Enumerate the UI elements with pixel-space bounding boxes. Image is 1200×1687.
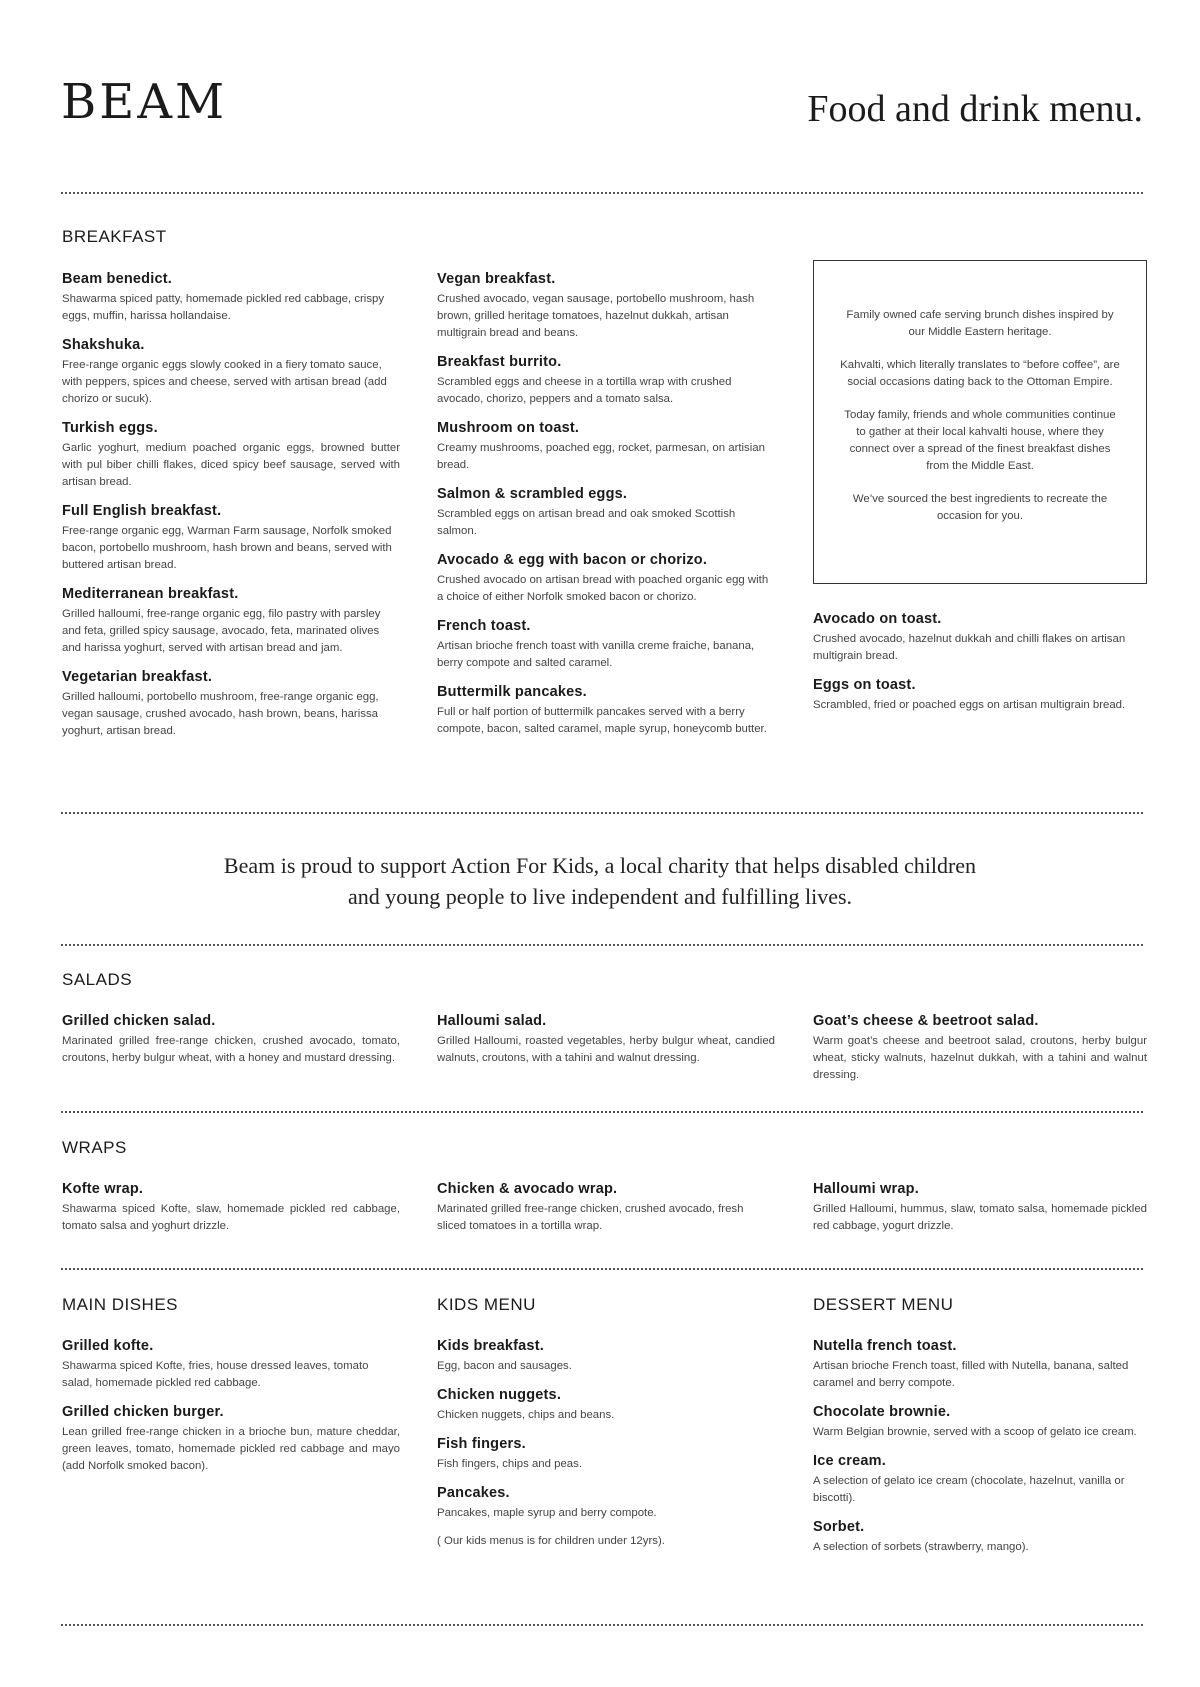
item-description: Full or half portion of buttermilk pancakes served with a berry compote, bacon, salted caramel, maple syrup, honeycomb butter. bbox=[437, 706, 767, 735]
item-description: Grilled halloumi, portobello mushroom, free-range organic egg, vegan sausage, crushed avocado, hash brown, beans, harissa yoghurt, artisan bread. bbox=[62, 691, 379, 737]
dessert-menu-heading: DESSERT MENU bbox=[813, 1295, 954, 1314]
menu-item bbox=[437, 419, 775, 474]
charity-line: and young people to live independent and fulfilling lives. bbox=[347, 884, 853, 909]
charity-statement bbox=[120, 850, 1080, 912]
item-description: Egg, bacon and sausages. bbox=[437, 1360, 572, 1372]
menu-item bbox=[437, 270, 775, 342]
item-description: Scrambled eggs and cheese in a tortilla wrap with crushed avocado, chorizo, peppers and a tomato salsa. bbox=[437, 376, 732, 405]
menu-item bbox=[813, 1403, 1147, 1441]
menu-item bbox=[62, 1337, 400, 1392]
divider bbox=[61, 192, 1143, 194]
divider bbox=[61, 1624, 1143, 1626]
about-paragraph: Today family, friends and whole communities continue to gather at their local kahvalti house, where they connect over a spread of the finest breakfast dishes from the Middle East. bbox=[844, 409, 1116, 472]
item-description: Free-range organic eggs slowly cooked in a fiery tomato sauce, with peppers, spices and cheese, served with artisan bread (add chorizo or sucuk). bbox=[62, 359, 387, 405]
item-name: Grilled chicken burger. bbox=[62, 1404, 224, 1420]
menu-item bbox=[437, 683, 775, 738]
divider bbox=[61, 944, 1143, 946]
item-description: Scrambled eggs on artisan bread and oak smoked Scottish salmon. bbox=[437, 508, 736, 537]
wraps-column-2 bbox=[437, 1180, 775, 1246]
item-name: Kofte wrap. bbox=[62, 1181, 144, 1197]
item-name: Nutella french toast. bbox=[813, 1338, 957, 1354]
menu-item bbox=[437, 353, 775, 408]
menu-item bbox=[813, 610, 1147, 665]
about-paragraph: We’ve sourced the best ingredients to recreate the occasion for you. bbox=[852, 493, 1108, 522]
about-paragraph: Family owned cafe serving brunch dishes inspired by our Middle Eastern heritage. bbox=[846, 309, 1114, 338]
salads-heading: SALADS bbox=[62, 970, 133, 989]
item-name: Kids breakfast. bbox=[437, 1338, 544, 1354]
kids-menu-heading: KIDS MENU bbox=[437, 1295, 536, 1314]
item-description: Marinated grilled free-range chicken, crushed avocado, fresh sliced tomatoes in a tortilla wrap. bbox=[437, 1203, 744, 1232]
item-name: Chicken & avocado wrap. bbox=[437, 1181, 618, 1197]
item-name: Halloumi salad. bbox=[437, 1013, 547, 1029]
item-name: Grilled kofte. bbox=[62, 1338, 154, 1354]
item-name: Goat’s cheese & beetroot salad. bbox=[813, 1013, 1039, 1029]
item-description: Fish fingers, chips and peas. bbox=[437, 1458, 582, 1470]
menu-item bbox=[437, 617, 775, 672]
item-description: Shawarma spiced patty, homemade pickled red cabbage, crispy eggs, muffin, harissa hollandaise. bbox=[62, 293, 385, 322]
item-name: Mushroom on toast. bbox=[437, 420, 580, 436]
item-description: Crushed avocado, vegan sausage, portobello mushroom, hash brown, grilled heritage tomatoes, hazelnut dukkah, artisan multigrain bread and beans. bbox=[437, 293, 755, 339]
menu-item bbox=[813, 1012, 1147, 1084]
item-description: Grilled halloumi, free-range organic egg, filo pastry with parsley and feta, grilled spicy sausage, avocado, feta, marinated olives and harissa yoghurt, served with artisan bread and jam. bbox=[62, 608, 381, 654]
item-name: Pancakes. bbox=[437, 1485, 510, 1501]
item-description: Grilled Halloumi, roasted vegetables, herby bulgur wheat, candied walnuts, croutons, with a tahini and walnut dressing. bbox=[437, 1035, 775, 1064]
breakfast-heading: BREAKFAST bbox=[62, 227, 167, 246]
page-title: Food and drink menu. bbox=[807, 88, 1143, 130]
menu-item bbox=[437, 1012, 775, 1067]
item-description: A selection of sorbets (strawberry, mango). bbox=[813, 1541, 1029, 1553]
item-description: Free-range organic egg, Warman Farm sausage, Norfolk smoked bacon, portobello mushroom, hash brown and beans, served with buttered artisan bread. bbox=[62, 525, 392, 571]
item-name: Vegetarian breakfast. bbox=[62, 669, 213, 685]
wraps-column-3 bbox=[813, 1180, 1147, 1246]
main-dishes-column bbox=[62, 1337, 400, 1486]
menu-item bbox=[437, 551, 775, 606]
menu-item bbox=[813, 1337, 1147, 1392]
item-name: Chocolate brownie. bbox=[813, 1404, 951, 1420]
menu-item bbox=[62, 502, 400, 574]
item-description: Warm goat’s cheese and beetroot salad, croutons, herby bulgur wheat, sticky walnuts, hazelnut dukkah, with a tahini and walnut dressing. bbox=[813, 1035, 1147, 1081]
menu-item bbox=[437, 1435, 775, 1473]
menu-item bbox=[62, 336, 400, 408]
divider bbox=[61, 812, 1143, 814]
item-name: Halloumi wrap. bbox=[813, 1181, 919, 1197]
menu-item bbox=[813, 1518, 1147, 1556]
menu-item bbox=[437, 485, 775, 540]
menu-item bbox=[813, 676, 1147, 714]
about-box bbox=[813, 260, 1147, 584]
item-name: Vegan breakfast. bbox=[437, 271, 556, 287]
item-name: Breakfast burrito. bbox=[437, 354, 562, 370]
item-description: Creamy mushrooms, poached egg, rocket, parmesan, on artisian bread. bbox=[437, 442, 765, 471]
item-name: Mediterranean breakfast. bbox=[62, 586, 239, 602]
item-description: Artisan brioche French toast, filled with Nutella, banana, salted caramel and berry compote. bbox=[813, 1360, 1129, 1389]
menu-item bbox=[437, 1337, 775, 1375]
item-name: Grilled chicken salad. bbox=[62, 1013, 216, 1029]
item-description: Crushed avocado, hazelnut dukkah and chilli flakes on artisan multigrain bread. bbox=[813, 633, 1126, 662]
charity-line: Beam is proud to support Action For Kids, a local charity that helps disabled children bbox=[223, 853, 977, 878]
brand-logo: BEAM bbox=[61, 74, 228, 130]
item-name: Sorbet. bbox=[813, 1519, 865, 1535]
wraps-heading: WRAPS bbox=[62, 1138, 127, 1157]
menu-item bbox=[813, 1452, 1147, 1507]
menu-item bbox=[62, 1012, 400, 1067]
item-description: Garlic yoghurt, medium poached organic eggs, browned butter with pul biber chilli flakes, diced spicy beef sausage, served with artisan bread. bbox=[62, 442, 400, 488]
item-name: Beam benedict. bbox=[62, 271, 172, 287]
item-name: Full English breakfast. bbox=[62, 503, 222, 519]
item-name: Avocado & egg with bacon or chorizo. bbox=[437, 552, 708, 568]
wraps-column-1 bbox=[62, 1180, 400, 1246]
kids-menu-note: ( Our kids menus is for children under 12yrs). bbox=[437, 1535, 665, 1547]
item-description: A selection of gelato ice cream (chocolate, hazelnut, vanilla or biscotti). bbox=[813, 1475, 1125, 1504]
menu-item bbox=[62, 585, 400, 657]
breakfast-column-1 bbox=[62, 270, 400, 751]
divider bbox=[61, 1111, 1143, 1113]
item-name: Chicken nuggets. bbox=[437, 1387, 562, 1403]
item-description: Warm Belgian brownie, served with a scoop of gelato ice cream. bbox=[813, 1426, 1137, 1438]
item-name: French toast. bbox=[437, 618, 531, 634]
breakfast-column-2 bbox=[437, 270, 775, 749]
menu-item bbox=[62, 270, 400, 325]
item-name: Ice cream. bbox=[813, 1453, 886, 1469]
dessert-menu-column bbox=[813, 1337, 1147, 1567]
item-name: Buttermilk pancakes. bbox=[437, 684, 587, 700]
item-name: Turkish eggs. bbox=[62, 420, 158, 436]
item-description: Grilled Halloumi, hummus, slaw, tomato salsa, homemade pickled red cabbage, yogurt drizzle. bbox=[813, 1203, 1147, 1232]
salads-column-2 bbox=[437, 1012, 775, 1078]
item-description: Artisan brioche french toast with vanilla creme fraiche, banana, berry compote and salted caramel. bbox=[437, 640, 755, 669]
menu-item bbox=[813, 1180, 1147, 1235]
about-paragraph: Kahvalti, which literally translates to “before coffee”, are social occasions dating back to the Ottoman Empire. bbox=[840, 359, 1120, 388]
item-description: Lean grilled free-range chicken in a brioche bun, mature cheddar, green leaves, tomato, homemade pickled red cabbage and mayo (add Norfolk smoked bacon). bbox=[62, 1426, 400, 1472]
item-name: Salmon & scrambled eggs. bbox=[437, 486, 628, 502]
menu-item bbox=[62, 668, 400, 740]
kids-menu-column bbox=[437, 1337, 775, 1550]
main-dishes-heading: MAIN DISHES bbox=[62, 1295, 179, 1314]
item-description: Crushed avocado on artisan bread with poached organic egg with a choice of either Norfolk smoked bacon or chorizo. bbox=[437, 574, 769, 603]
breakfast-column-3 bbox=[813, 610, 1147, 725]
item-description: Marinated grilled free-range chicken, crushed avocado, tomato, croutons, herby bulgur wheat, with a honey and mustard dressing. bbox=[62, 1035, 400, 1064]
item-description: Shawarma spiced Kofte, fries, house dressed leaves, tomato salad, homemade pickled red cabbage. bbox=[62, 1360, 369, 1389]
item-name: Shakshuka. bbox=[62, 337, 145, 353]
item-name: Eggs on toast. bbox=[813, 677, 916, 693]
salads-column-3 bbox=[813, 1012, 1147, 1095]
menu-item bbox=[62, 419, 400, 491]
item-description: Scrambled, fried or poached eggs on artisan multigrain bread. bbox=[813, 699, 1126, 711]
menu-item bbox=[437, 1484, 775, 1522]
divider bbox=[61, 1268, 1143, 1270]
menu-item bbox=[62, 1180, 400, 1235]
menu-item bbox=[62, 1403, 400, 1475]
item-description: Chicken nuggets, chips and beans. bbox=[437, 1409, 615, 1421]
item-description: Shawarma spiced Kofte, slaw, homemade pickled red cabbage, tomato salsa and yoghurt drizzle. bbox=[62, 1203, 400, 1232]
item-description: Pancakes, maple syrup and berry compote. bbox=[437, 1507, 657, 1519]
salads-column-1 bbox=[62, 1012, 400, 1078]
item-name: Avocado on toast. bbox=[813, 611, 942, 627]
menu-item bbox=[437, 1180, 775, 1235]
item-name: Fish fingers. bbox=[437, 1436, 526, 1452]
menu-item bbox=[437, 1386, 775, 1424]
